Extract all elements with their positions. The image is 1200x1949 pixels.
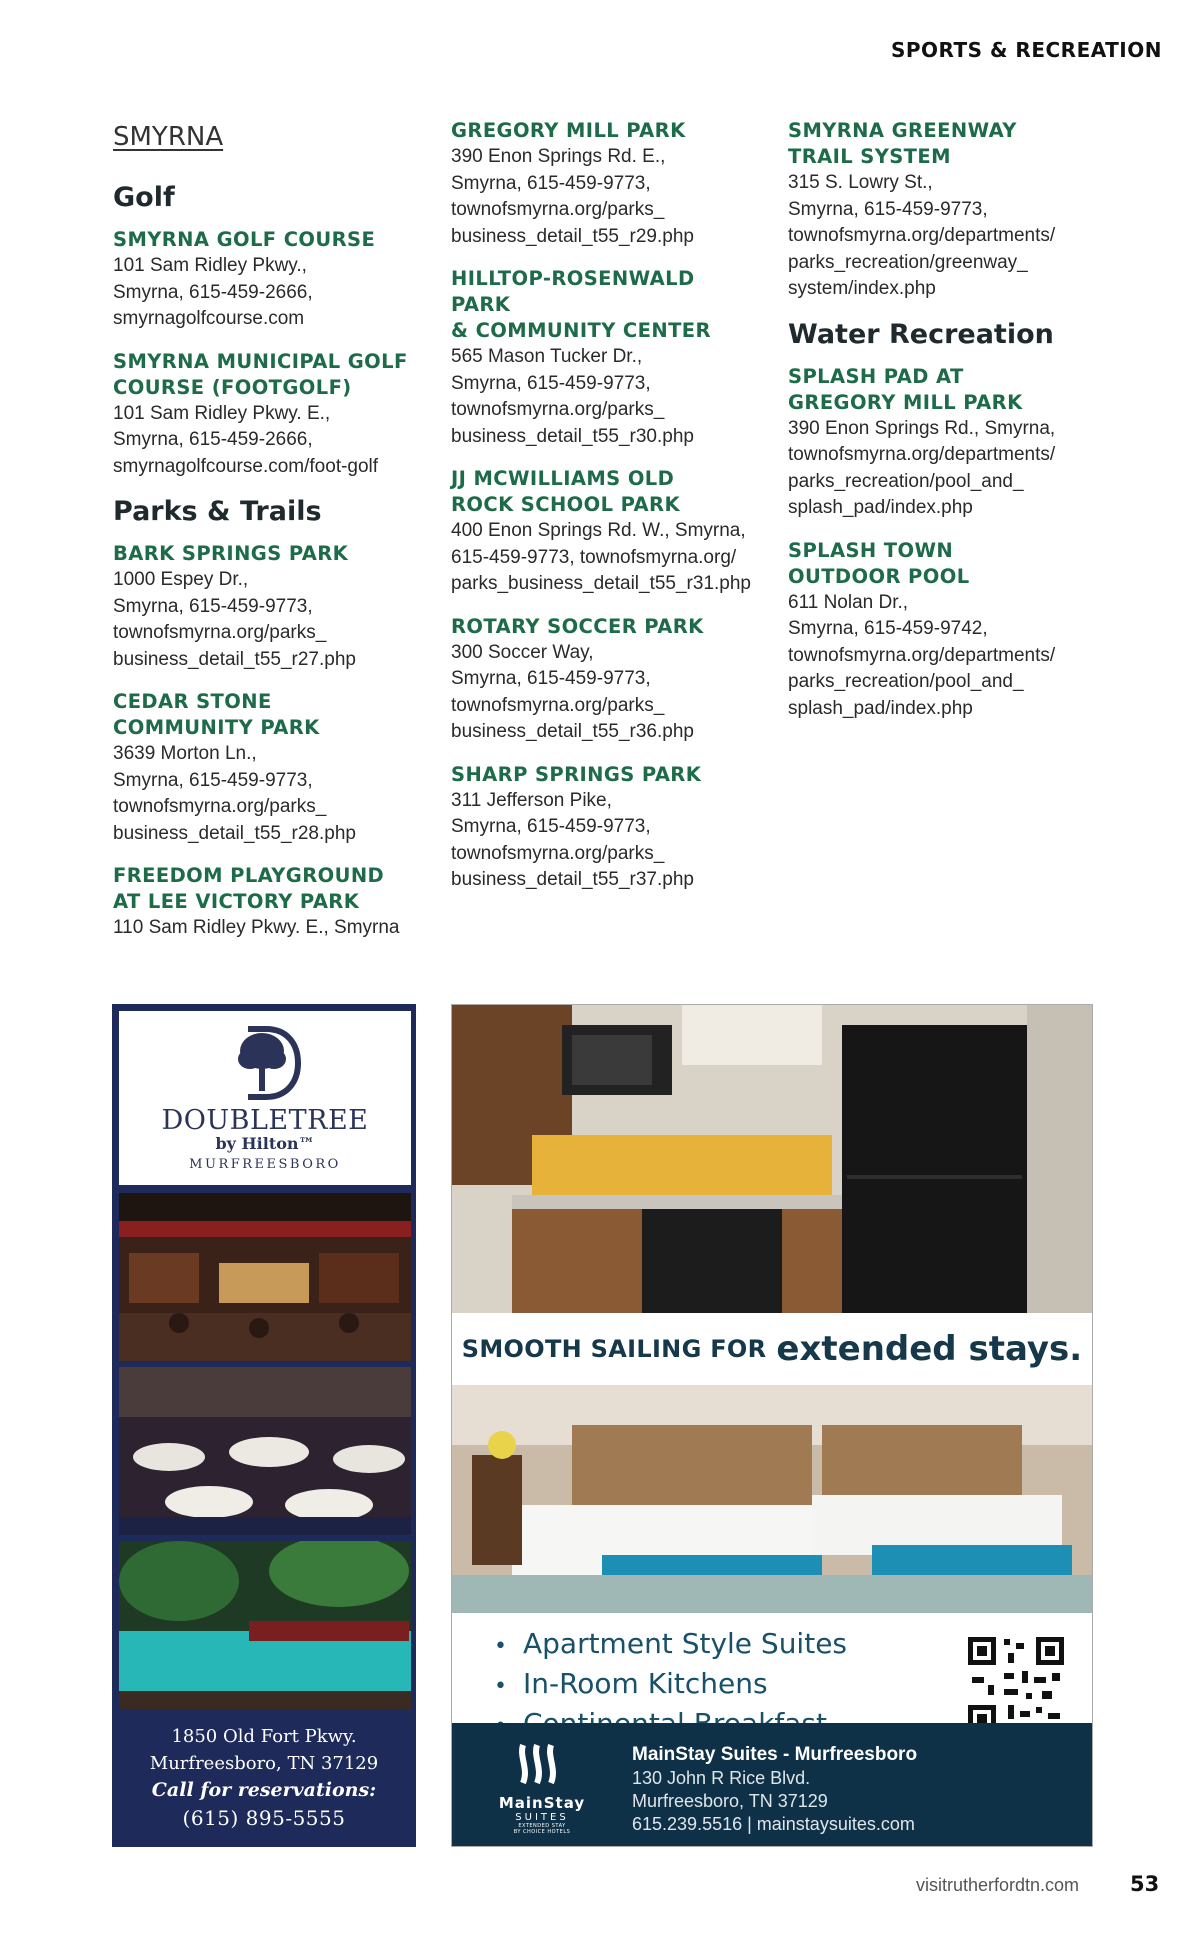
listing-name: ROTARY SOCCER PARK: [451, 614, 704, 638]
listing-entry: [451, 614, 761, 746]
column-2: [451, 118, 761, 910]
amenity-item: • In-Room Kitchens: [494, 1665, 847, 1705]
listing-name: HILLTOP-ROSENWALD PARK & COMMUNITY CENTER: [451, 267, 711, 342]
restaurant-photo: [119, 1193, 411, 1361]
mainstay-contact: [632, 1743, 917, 1836]
headline-small: SMOOTH SAILING FOR: [461, 1335, 767, 1363]
listing-entry: [113, 349, 423, 481]
address-line-1: 1850 Old Fort Pkwy.: [171, 1726, 357, 1747]
mainstay-logo-icon: [517, 1739, 567, 1787]
mainstay-headline: [452, 1313, 1092, 1385]
listing-name: JJ MCWILLIAMS OLD ROCK SCHOOL PARK: [451, 467, 680, 516]
listing-entry: [788, 364, 1098, 522]
listing-name: BARK SPRINGS PARK: [113, 542, 349, 566]
phone-number[interactable]: (615) 895-5555: [182, 1806, 346, 1830]
reservations-cta: Call for reservations:: [151, 1779, 377, 1801]
tree-logo-icon: [228, 1021, 302, 1101]
listing-name: FREEDOM PLAYGROUND AT LEE VICTORY PARK: [113, 864, 385, 914]
ballroom-photo: [119, 1367, 411, 1535]
listing-entry: [451, 762, 761, 894]
by-hilton-text: by Hilton™: [215, 1134, 315, 1153]
hotel-contact-line[interactable]: 615.239.5516 | mainstaysuites.com: [632, 1814, 915, 1834]
section-title: SPORTS & RECREATION: [890, 38, 1162, 62]
listing-name: CEDAR STONE COMMUNITY PARK: [113, 690, 320, 740]
hotel-city: Murfreesboro, TN 37129: [632, 1791, 828, 1811]
headline-big: extended stays.: [776, 1329, 1083, 1369]
listing-detail: 110 Sam Ridley Pkwy. E., Smyrna: [113, 917, 400, 939]
listing-entry: [113, 541, 423, 673]
listing-name: SMYRNA GREENWAY TRAIL SYSTEM: [788, 119, 1017, 168]
listing-detail: 565 Mason Tucker Dr., Smyrna, 615-459-9773, townofsmyrna.org/parks_ business_detail_t55_r30.php: [451, 346, 694, 447]
listing-detail: 400 Enon Springs Rd. W., Smyrna, 615-459-9773, townofsmyrna.org/ parks_business_detail_t55_r31.php: [451, 520, 751, 594]
listing-entry: [788, 538, 1098, 723]
listing-name: SHARP SPRINGS PARK: [451, 762, 702, 786]
kitchen-photo: [452, 1005, 1092, 1313]
listing-name: SMYRNA MUNICIPAL GOLF COURSE (FOOTGOLF): [113, 349, 408, 399]
listing-detail: 311 Jefferson Pike, Smyrna, 615-459-9773, townofsmyrna.org/parks_ business_detail_t55_r37.php: [451, 789, 694, 890]
logo-tag-1: EXTENDED STAY: [518, 1823, 566, 1829]
listing-entry: [451, 118, 761, 250]
listing-entry: [451, 266, 761, 450]
category-heading-water: Water Recreation: [788, 318, 1054, 350]
mainstay-footer: [452, 1723, 1092, 1847]
mainstay-logo: [490, 1739, 594, 1835]
listing-detail: 1000 Espey Dr., Smyrna, 615-459-9773, townofsmyrna.org/parks_ business_detail_t55_r27.php: [113, 569, 356, 670]
address-line-2: Murfreesboro, TN 37129: [149, 1753, 379, 1774]
listing-name: SMYRNA GOLF COURSE: [113, 228, 376, 252]
logo-tag-2: BY CHOICE HOTELS: [513, 1829, 571, 1835]
doubletree-logo: [119, 1011, 411, 1185]
qr-code-icon[interactable]: [964, 1633, 1068, 1737]
listing-detail: 101 Sam Ridley Pkwy., Smyrna, 615-459-2666, smyrnagolfcourse.com: [113, 255, 313, 330]
category-heading-parks: Parks & Trails: [113, 496, 322, 528]
listing-detail: 315 S. Lowry St., Smyrna, 615-459-9773, townofsmyrna.org/departments/ parks_recreation/greenway_ system/index.php: [788, 172, 1056, 299]
listing-detail: 390 Enon Springs Rd. E., Smyrna, 615-459-9773, townofsmyrna.org/parks_ business_detail_t55_r29.php: [451, 146, 694, 247]
pool-photo: [119, 1541, 411, 1709]
listing-entry: [113, 689, 423, 847]
mainstay-ad[interactable]: [451, 1004, 1093, 1847]
listing-entry: [451, 466, 761, 598]
doubletree-wordmark: DOUBLETREE: [161, 1105, 369, 1136]
category-heading-golf: Golf: [113, 182, 175, 213]
listing-entry: [113, 227, 423, 333]
bedroom-photo: [452, 1385, 1092, 1613]
listing-detail: 3639 Morton Ln., Smyrna, 615-459-9773, townofsmyrna.org/parks_ business_detail_t55_r28.php: [113, 743, 356, 844]
location-text: MURFREESBORO: [189, 1157, 341, 1172]
doubletree-ad[interactable]: [112, 1004, 416, 1847]
column-1: [113, 118, 423, 958]
listing-entry: [788, 118, 1098, 303]
column-3: [788, 118, 1098, 738]
listing-entry: [113, 863, 423, 942]
listing-name: SPLASH TOWN OUTDOOR POOL: [788, 538, 970, 588]
listing-detail: 101 Sam Ridley Pkwy. E., Smyrna, 615-459-2666, smyrnagolfcourse.com/foot-golf: [113, 402, 379, 477]
logo-brand: MainStay: [498, 1794, 586, 1812]
hotel-name: MainStay Suites - Murfreesboro: [632, 1744, 918, 1765]
page-number: 53: [1130, 1872, 1160, 1896]
logo-suites: SUITES: [515, 1812, 569, 1823]
listing-name: SPLASH PAD AT GREGORY MILL PARK: [788, 364, 1023, 414]
listing-detail: 300 Soccer Way, Smyrna, 615-459-9773, townofsmyrna.org/parks_ business_detail_t55_r36.php: [451, 641, 694, 742]
footer-website[interactable]: visitrutherfordtn.com: [916, 1875, 1080, 1895]
doubletree-contact: [113, 1723, 415, 1833]
listing-detail: 611 Nolan Dr., Smyrna, 615-459-9742, townofsmyrna.org/departments/ parks_recreation/pool_and_ splash_pad/index.php: [788, 591, 1056, 719]
hotel-address: 130 John R Rice Blvd.: [632, 1768, 811, 1788]
listing-name: GREGORY MILL PARK: [451, 119, 686, 142]
amenity-item: • Apartment Style Suites: [494, 1625, 847, 1665]
listing-detail: 390 Enon Springs Rd., Smyrna, townofsmyrna.org/departments/ parks_recreation/pool_and_ splash_pad/index.php: [788, 417, 1056, 519]
city-heading: SMYRNA: [113, 122, 224, 152]
